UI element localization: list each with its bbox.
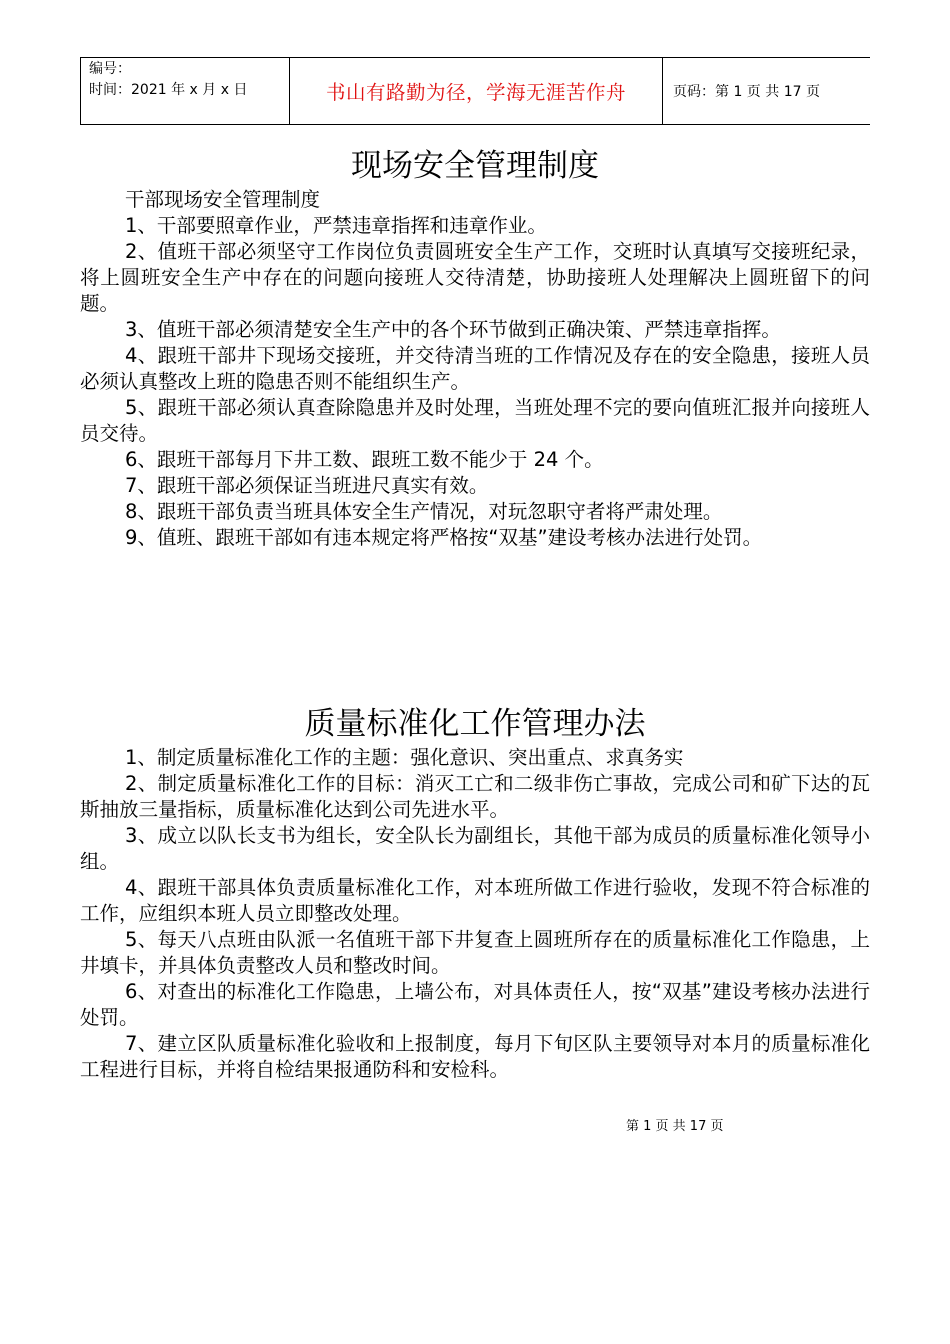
section1-item-3: 3、值班干部必须清楚安全生产中的各个环节做到正确决策、严禁违章指挥。 bbox=[125, 318, 781, 341]
header-page-info: 页码：第 1 页 共 17 页 bbox=[663, 58, 871, 125]
section2-title: 质量标准化工作管理办法 bbox=[304, 706, 646, 742]
section2-item-6: 6、对查出的标准化工作隐患，上墙公布，对具体责任人，按“双基”建设考核办法进行处罚。 bbox=[80, 980, 870, 1029]
footer-page-number: 第 1 页 共 17 页 bbox=[626, 1119, 724, 1134]
section2-item-3: 3、成立以队长支书为组长，安全队长为副组长，其他干部为成员的质量标准化领导小组。 bbox=[80, 824, 870, 873]
section1-item-8: 8、跟班干部负责当班具体安全生产情况，对玩忽职守者将严肃处理。 bbox=[125, 500, 723, 523]
section1-item-9: 9、值班、跟班干部如有违本规定将严格按“双基”建设考核办法进行处罚。 bbox=[125, 526, 763, 549]
section1-subtitle: 干部现场安全管理制度 bbox=[125, 188, 321, 211]
section1-item-4: 4、跟班干部井下现场交接班，并交待清当班的工作情况及存在的安全隐患，接班人员必须认真整改上班的隐患否则不能组织生产。 bbox=[80, 344, 870, 393]
document-number-label: 编号： bbox=[89, 61, 131, 77]
section2-item-7: 7、建立区队质量标准化验收和上报制度，每月下旬区队主要领导对本月的质量标准化工程进行目标，并将自检结果报通防科和安检科。 bbox=[80, 1032, 870, 1081]
header-table bbox=[80, 57, 870, 125]
section2-item-1: 1、制定质量标准化工作的主题：强化意识、突出重点、求真务实 bbox=[125, 746, 684, 769]
header-motto: 书山有路勤为径，学海无涯苦作舟 bbox=[290, 58, 663, 125]
section2-item-5: 5、每天八点班由队派一名值班干部下井复查上圆班所存在的质量标准化工作隐患，上井填卡，并具体负责整改人员和整改时间。 bbox=[80, 928, 870, 977]
section1-item-5: 5、跟班干部必须认真查除隐患并及时处理，当班处理不完的要向值班汇报并向接班人员交待。 bbox=[80, 396, 870, 445]
section1-item-6: 6、跟班干部每月下井工数、跟班工数不能少于 24 个。 bbox=[125, 448, 604, 471]
section1-item-2: 2、值班干部必须坚守工作岗位负责圆班安全生产工作，交班时认真填写交接班纪录，将上圆班安全生产中存在的问题向接班人交待清楚，协助接班人处理解决上圆班留下的问题。 bbox=[80, 240, 870, 315]
section1-item-1: 1、干部要照章作业，严禁违章指挥和违章作业。 bbox=[125, 214, 547, 237]
section1-title: 现场安全管理制度 bbox=[351, 148, 599, 184]
header-left-cell bbox=[81, 58, 290, 125]
section1-item-7: 7、跟班干部必须保证当班进尺真实有效。 bbox=[125, 474, 489, 497]
section2-item-2: 2、制定质量标准化工作的目标：消灭工亡和二级非伤亡事故，完成公司和矿下达的瓦斯抽放三量指标，质量标准化达到公司先进水平。 bbox=[80, 772, 870, 821]
document-date-label: 时间：2021 年 x 月 x 日 bbox=[89, 82, 248, 98]
section2-item-4: 4、跟班干部具体负责质量标准化工作，对本班所做工作进行验收，发现不符合标准的工作，应组织本班人员立即整改处理。 bbox=[80, 876, 870, 925]
